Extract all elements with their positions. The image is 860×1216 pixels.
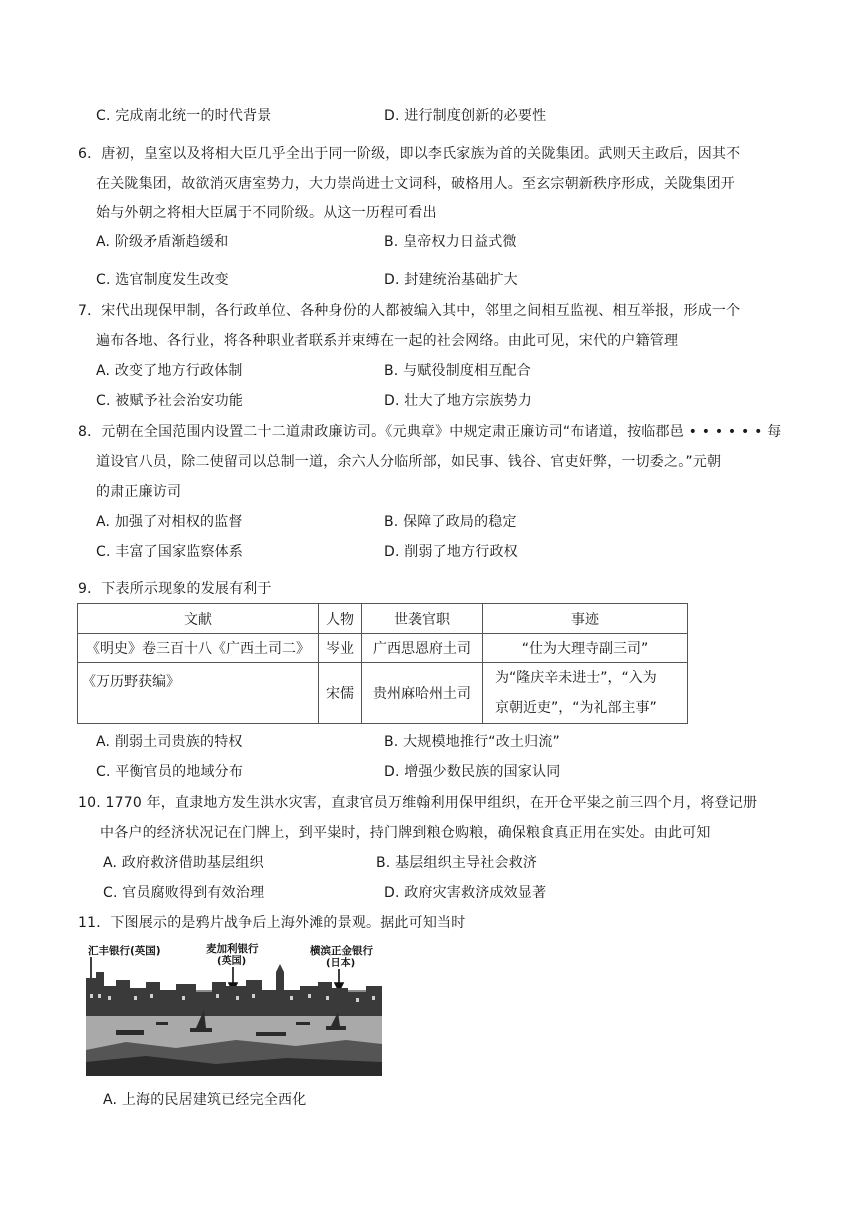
- q8-stem-line-3: 的肃正廉访司: [96, 484, 182, 500]
- table-row: [78, 634, 688, 663]
- table-cell: [483, 663, 688, 724]
- table-cell: 贵州麻哈州土司: [362, 663, 483, 724]
- q9-table: [77, 603, 688, 724]
- table-cell: “仕为大理寺副三司”: [483, 634, 688, 663]
- q10-option-a: A. 政府救济借助基层组织: [103, 855, 264, 871]
- photo-label-hsbc: 汇丰银行(英国): [88, 945, 161, 957]
- q9-option-a: A. 削弱土司贵族的特权: [96, 734, 243, 750]
- q7-option-b: B. 与赋役制度相互配合: [384, 363, 531, 379]
- q6-stem-line-2: 在关陇集团，故欲消灭唐室势力，大力崇尚进士文词科，破格用人。至玄宗朝新秩序形成，关陇集团开: [96, 176, 735, 192]
- q10-stem-line-1: 10. 1770 年，直隶地方发生洪水灾害，直隶官员万维翰利用保甲组织，在开仓平粜之前三四个月，将登记册: [78, 795, 758, 811]
- q9-option-c: C. 平衡官员的地域分布: [96, 764, 244, 780]
- q6-option-c: C. 选官制度发生改变: [96, 272, 229, 288]
- q8-option-b: B. 保障了政局的稳定: [384, 514, 517, 530]
- photo-label-chartered-country: (英国): [217, 956, 247, 967]
- table-header-cell: 事迹: [483, 604, 688, 634]
- q7-option-a: A. 改变了地方行政体制: [96, 363, 243, 379]
- q7-option-c: C. 被赋予社会治安功能: [96, 393, 244, 409]
- q9-option-d: D. 增强少数民族的国家认同: [384, 764, 561, 780]
- q11-stem: 11．下图展示的是鸦片战争后上海外滩的景观。据此可知当时: [78, 915, 466, 931]
- q8-option-d: D. 削弱了地方行政权: [384, 544, 518, 560]
- q7-stem-line-1: 7．宋代出现保甲制，各行政单位、各种身份的人都被编入其中，邻里之间相互监视、相互举报，形成一个: [78, 303, 741, 319]
- table-cell-line: 为“隆庆辛未进士”，“入为: [495, 670, 657, 686]
- q6-option-b: B. 皇帝权力日益式微: [384, 234, 517, 250]
- q6-stem-line-1: 6．唐初，皇室以及将相大臣几乎全出于同一阶级，即以李氏家族为首的关陇集团。武则天主政后，因其不: [78, 146, 741, 162]
- q9-stem: 9．下表所示现象的发展有利于: [78, 581, 272, 597]
- q7-stem-line-2: 遍布各地、各行业，将各种职业者联系并束缚在一起的社会网络。由此可见，宋代的户籍管理: [96, 333, 679, 349]
- q10-option-c: C. 官员腐败得到有效治理: [103, 885, 265, 901]
- q8-stem-line-1: 8．元朝在全国范围内设置二十二道肃政廉访司。《元典章》中规定肃正廉访司“布诸道，按临郡邑 • • • • • • 每: [78, 424, 782, 440]
- q6-option-a: A. 阶级矛盾渐趋缓和: [96, 234, 229, 250]
- q10-option-b: B. 基层组织主导社会救济: [376, 855, 538, 871]
- table-cell: 广西思恩府土司: [362, 634, 483, 663]
- q7-option-d: D. 壮大了地方宗族势力: [384, 393, 533, 409]
- q11-option-a: A. 上海的民居建筑已经完全西化: [103, 1092, 307, 1108]
- q8-option-c: C. 丰富了国家监察体系: [96, 544, 244, 560]
- q10-stem-line-2: 中各户的经济状况记在门牌上，到平粜时，持门牌到粮仓购粮，确保粮食真正用在实处。由此可知: [100, 825, 711, 841]
- q8-option-a: A. 加强了对相权的监督: [96, 514, 243, 530]
- table-cell-line: 京朝近吏”，“为礼部主事”: [495, 700, 657, 716]
- q10-option-d: D. 政府灾害救济成效显著: [384, 885, 547, 901]
- table-header-cell: 文献: [78, 604, 319, 634]
- q8-stem-line-2: 道设官八员，除二使留司以总制一道，余六人分临所部，如民事、钱谷、官吏奸弊，一切委之。”元朝: [96, 454, 722, 470]
- q6-option-d: D. 封建统治基础扩大: [384, 272, 518, 288]
- table-header-cell: 人物: [319, 604, 362, 634]
- q5-option-d: D. 进行制度创新的必要性: [384, 108, 547, 124]
- table-header-cell: 世袭官职: [362, 604, 483, 634]
- photo-label-yokohama: 横滨正金银行: [310, 945, 373, 957]
- q9-option-b: B. 大规模地推行“改土归流”: [384, 734, 561, 750]
- q6-stem-line-3: 始与外朝之将相大臣属于不同阶级。从这一历程可看出: [96, 205, 437, 221]
- photo-label-yokohama-country: (日本): [326, 958, 356, 969]
- table-cell: 岑业: [319, 634, 362, 663]
- bund-photo: [86, 942, 382, 1076]
- table-cell: 《万历野获编》: [78, 663, 319, 724]
- table-header-row: [78, 604, 688, 634]
- table-row: [78, 663, 688, 724]
- table-cell: 《明史》卷三百十八《广西土司二》: [78, 634, 319, 663]
- table-cell: 宋儒: [319, 663, 362, 724]
- photo-label-chartered: 麦加利银行: [206, 943, 259, 955]
- q5-option-c: C. 完成南北统一的时代背景: [96, 108, 272, 124]
